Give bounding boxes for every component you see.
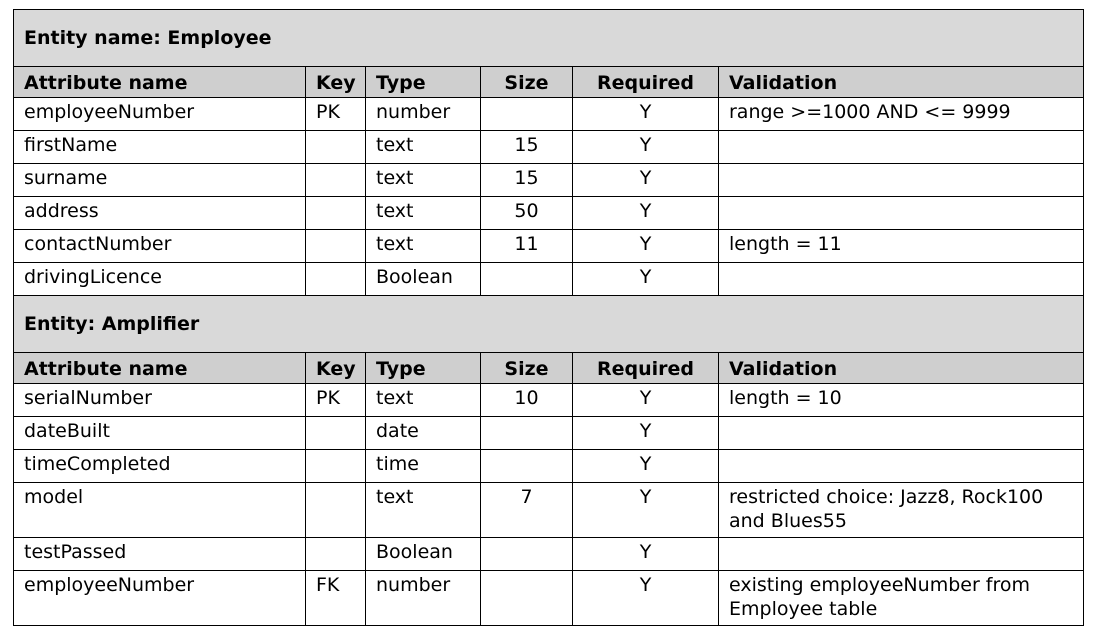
cell-size	[481, 98, 573, 131]
cell-validation: length = 10	[719, 384, 1084, 417]
table-row	[14, 230, 1084, 263]
cell-size: 11	[481, 230, 573, 263]
cell-required: Y	[573, 450, 719, 483]
table-row	[14, 450, 1084, 483]
cell-key: PK	[306, 384, 366, 417]
cell-required: Y	[573, 571, 719, 626]
cell-type: text	[366, 230, 481, 263]
cell-size	[481, 450, 573, 483]
cell-validation	[719, 450, 1084, 483]
table-row	[14, 483, 1084, 538]
column-header-key: Key	[306, 67, 366, 98]
table-row	[14, 263, 1084, 296]
cell-type: text	[366, 483, 481, 538]
table-row	[14, 571, 1084, 626]
cell-validation: range >=1000 AND <= 9999	[719, 98, 1084, 131]
column-header-size: Size	[481, 353, 573, 384]
cell-key: PK	[306, 98, 366, 131]
cell-type: text	[366, 131, 481, 164]
cell-required: Y	[573, 197, 719, 230]
cell-validation: restricted choice: Jazz8, Rock100 and Blues55	[719, 483, 1084, 538]
cell-size	[481, 538, 573, 571]
table-row	[14, 384, 1084, 417]
table-row	[14, 417, 1084, 450]
data-dictionary-table	[13, 9, 1084, 626]
cell-key	[306, 450, 366, 483]
cell-validation: existing employeeNumber from Employee table	[719, 571, 1084, 626]
cell-validation	[719, 164, 1084, 197]
cell-validation	[719, 263, 1084, 296]
column-header-type: Type	[366, 67, 481, 98]
entity-tables	[13, 9, 1083, 626]
cell-attribute-name: model	[14, 483, 306, 538]
cell-size	[481, 417, 573, 450]
cell-type: date	[366, 417, 481, 450]
table-row	[14, 538, 1084, 571]
cell-attribute-name: surname	[14, 164, 306, 197]
cell-size	[481, 263, 573, 296]
cell-type: number	[366, 98, 481, 131]
cell-type: Boolean	[366, 538, 481, 571]
table-row	[14, 164, 1084, 197]
cell-required: Y	[573, 164, 719, 197]
cell-key	[306, 131, 366, 164]
cell-attribute-name: firstName	[14, 131, 306, 164]
cell-key	[306, 538, 366, 571]
cell-required: Y	[573, 483, 719, 538]
cell-key	[306, 197, 366, 230]
column-header-validation: Validation	[719, 353, 1084, 384]
entity-title-row	[14, 296, 1084, 353]
cell-attribute-name: testPassed	[14, 538, 306, 571]
cell-validation	[719, 538, 1084, 571]
cell-key	[306, 230, 366, 263]
cell-required: Y	[573, 131, 719, 164]
entity-title-row	[14, 10, 1084, 67]
cell-size: 7	[481, 483, 573, 538]
table-body	[14, 10, 1084, 626]
cell-type: text	[366, 164, 481, 197]
table-row	[14, 197, 1084, 230]
cell-required: Y	[573, 230, 719, 263]
header-row	[14, 67, 1084, 98]
cell-attribute-name: employeeNumber	[14, 98, 306, 131]
cell-attribute-name: drivingLicence	[14, 263, 306, 296]
cell-attribute-name: serialNumber	[14, 384, 306, 417]
cell-size: 50	[481, 197, 573, 230]
cell-required: Y	[573, 384, 719, 417]
cell-validation: length = 11	[719, 230, 1084, 263]
table-row	[14, 131, 1084, 164]
column-header-type: Type	[366, 353, 481, 384]
column-header-required: Required	[573, 353, 719, 384]
cell-type: time	[366, 450, 481, 483]
cell-attribute-name: address	[14, 197, 306, 230]
column-header-key: Key	[306, 353, 366, 384]
cell-validation	[719, 131, 1084, 164]
cell-validation	[719, 417, 1084, 450]
cell-required: Y	[573, 417, 719, 450]
cell-size: 15	[481, 131, 573, 164]
table-row	[14, 98, 1084, 131]
cell-required: Y	[573, 98, 719, 131]
cell-type: text	[366, 197, 481, 230]
cell-required: Y	[573, 538, 719, 571]
cell-type: number	[366, 571, 481, 626]
entity-title: Entity name: Employee	[14, 10, 1084, 67]
cell-required: Y	[573, 263, 719, 296]
column-header-size: Size	[481, 67, 573, 98]
cell-size: 15	[481, 164, 573, 197]
cell-attribute-name: contactNumber	[14, 230, 306, 263]
column-header-validation: Validation	[719, 67, 1084, 98]
cell-key	[306, 417, 366, 450]
cell-key: FK	[306, 571, 366, 626]
entity-title: Entity: Amplifier	[14, 296, 1084, 353]
column-header-attribute-name: Attribute name	[14, 67, 306, 98]
cell-key	[306, 263, 366, 296]
cell-validation	[719, 197, 1084, 230]
cell-type: Boolean	[366, 263, 481, 296]
column-header-attribute-name: Attribute name	[14, 353, 306, 384]
cell-size: 10	[481, 384, 573, 417]
cell-attribute-name: employeeNumber	[14, 571, 306, 626]
cell-key	[306, 483, 366, 538]
cell-attribute-name: dateBuilt	[14, 417, 306, 450]
cell-attribute-name: timeCompleted	[14, 450, 306, 483]
cell-size	[481, 571, 573, 626]
cell-type: text	[366, 384, 481, 417]
cell-key	[306, 164, 366, 197]
header-row	[14, 353, 1084, 384]
column-header-required: Required	[573, 67, 719, 98]
